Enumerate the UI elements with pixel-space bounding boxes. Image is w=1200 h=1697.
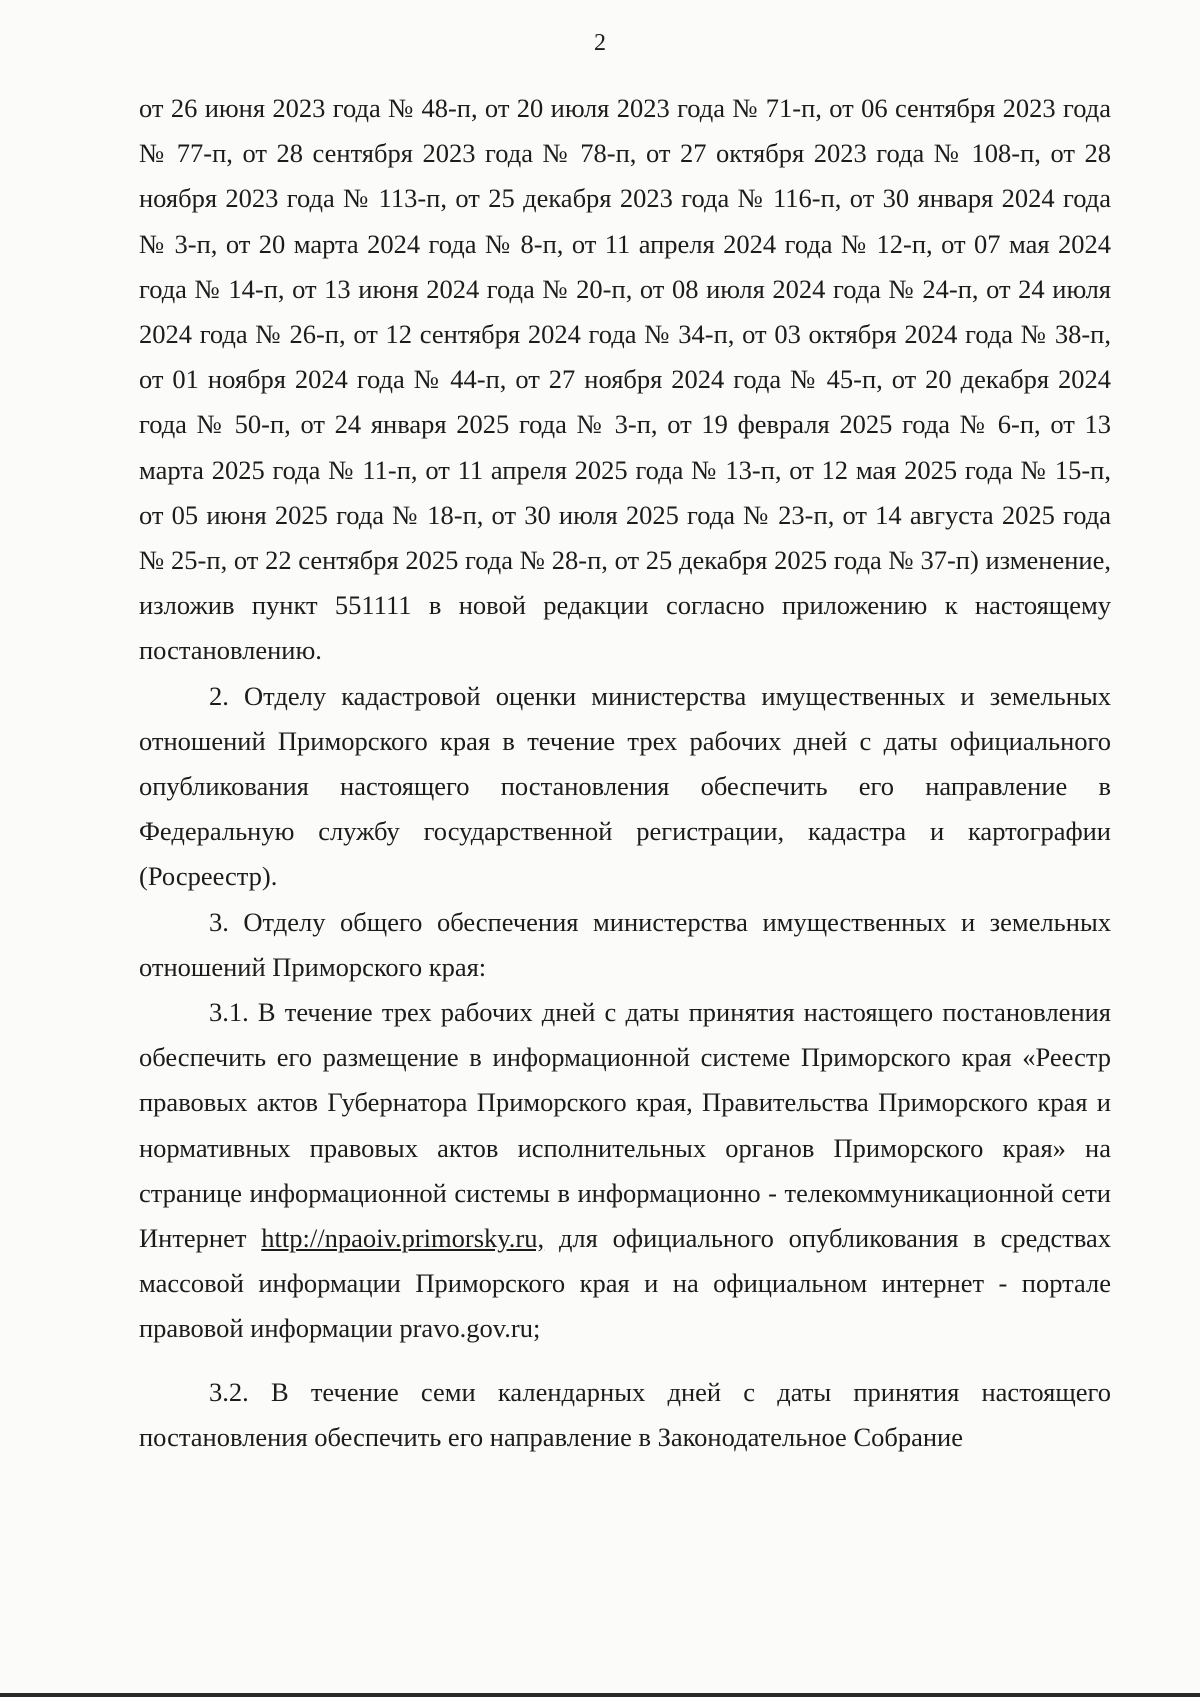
paragraph-item-3-1-text-end: для официального опубликования в средствах массовой информации Приморского края и на официальном интернет - портале правовой информации pravo.gov.ru;	[139, 1223, 1112, 1344]
page-number: 2	[594, 30, 606, 56]
scan-bottom-edge	[0, 1693, 1200, 1697]
paragraph-amendments-list: от 26 июня 2023 года № 48-п, от 20 июля 2023 года № 71-п, от 06 сентября 2023 года № 77-п, от 28 сентября 2023 года № 78-п, от 27 октября 2023 года № 108-п, от 28 ноября 2023 года № 113-п, от 25 декабря 2023 года № 116-п, от 30 января 2024 года № 3-п, от 20 марта 2024 года № 8-п, от 11 апреля 2024 года № 12-п, от 07 мая 2024 года № 14-п, от 13 июня 2024 года № 20-п, от 08 июля 2024 года № 24-п, от 24 июля 2024 года № 26-п, от 12 сентября 2024 года № 34-п, от 03 октября 2024 года № 38-п, от 01 ноября 2024 года № 44-п, от 27 ноября 2024 года № 45-п, от 20 декабря 2024 года № 50-п, от 24 января 2025 года № 3-п, от 19 февраля 2025 года № 6-п, от 13 марта 2025 года № 11-п, от 11 апреля 2025 года № 13-п, от 12 мая 2025 года № 15-п, от 05 июня 2025 года № 18-п, от 30 июля 2025 года № 23-п, от 14 августа 2025 года № 25-п, от 22 сентября 2025 года № 28-п, от 25 декабря 2025 года № 37-п) изменение, изложив пункт 551111 в новой редакции согласно приложению к настоящему постановлению.	[139, 93, 1111, 666]
paragraph-item-3-2: 3.2. В течение семи календарных дней с даты принятия настоящего постановления обеспечить его направление в Законодательное Собрание	[139, 1376, 1111, 1452]
document-body	[139, 86, 1111, 1460]
paragraph-item-3: 3. Отделу общего обеспечения министерства имущественных и земельных отношений Приморского края:	[139, 906, 1111, 982]
paragraph-item-2: 2. Отделу кадастровой оценки министерства имущественных и земельных отношений Приморского края в течение трех рабочих дней с даты официального опубликования настоящего постановления обеспечить его направление в Федеральную службу государственной регистрации, кадастра и картографии (Росреестр).	[139, 680, 1111, 892]
paragraph-item-3-1-text-start: 3.1. В течение трех рабочих дней с даты принятия настоящего постановления обеспечить его размещение в информационной системе Приморского края «Реестр правовых актов Губернатора Приморского края, Правительства Приморского края и нормативных правовых актов исполнительных органов Приморского края» на странице информационной системы в информационно - телекоммуникационной сети Интернет	[139, 997, 1111, 1254]
paragraph-item-3-1	[139, 990, 1111, 1352]
registry-link[interactable]: http://npaoiv.primorsky.ru,	[261, 1223, 545, 1254]
